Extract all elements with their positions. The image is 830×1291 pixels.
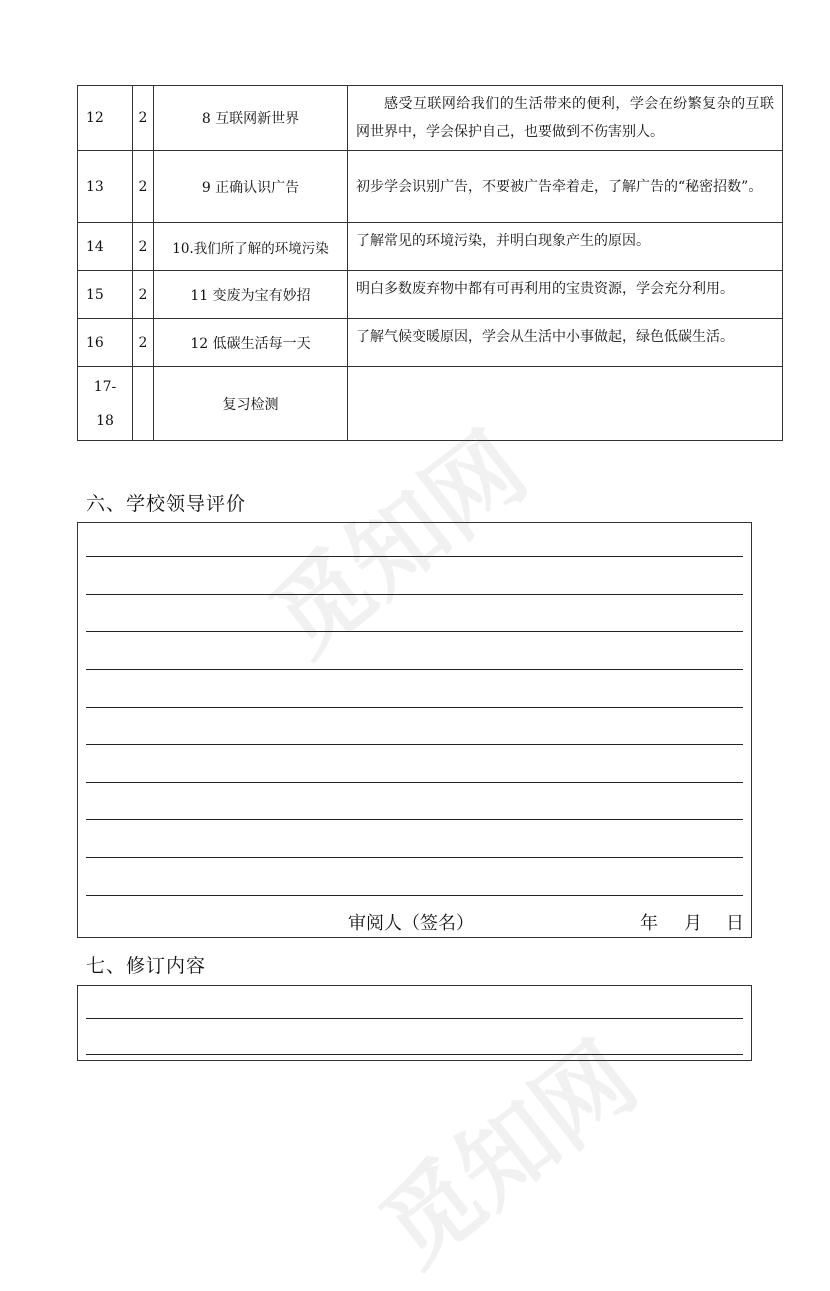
writing-line <box>86 631 743 632</box>
table-row <box>78 86 783 151</box>
goal-text: 感受互联网给我们的生活带来的便利，学会在纷繁复杂的互联网世界中，学会保护自己，也要做到不伤害别人。 <box>356 96 774 140</box>
week-cell: 14 <box>78 223 133 271</box>
hours-cell: 2 <box>133 223 154 271</box>
lesson-cell: 复习检测 <box>154 367 348 441</box>
writing-line <box>86 1054 743 1055</box>
hours-cell: 2 <box>133 86 154 151</box>
writing-line <box>86 1018 743 1019</box>
lesson-cell: 9 正确认识广告 <box>154 151 348 223</box>
hours-cell <box>133 367 154 441</box>
week-cell: 12 <box>78 86 133 151</box>
table-row <box>78 223 783 271</box>
week-cell: 13 <box>78 151 133 223</box>
writing-line <box>86 594 743 595</box>
writing-line <box>86 857 743 858</box>
reviewer-signature-label: 审阅人（签名） <box>348 913 474 934</box>
week-cell <box>78 367 133 441</box>
date-month-label: 月 <box>684 913 702 934</box>
goal-cell <box>348 367 783 441</box>
lesson-cell: 10.我们所了解的环境污染 <box>154 223 348 271</box>
writing-line <box>86 556 743 557</box>
week-range-end: 18 <box>96 412 114 429</box>
goal-cell: 初步学会识别广告，不要被广告牵着走，了解广告的“秘密招数”。 <box>348 151 783 223</box>
section-title-revision: 七、修订内容 <box>86 955 207 977</box>
revision-box <box>77 985 752 1061</box>
table-row <box>78 151 783 223</box>
lesson-cell: 11 变废为宝有妙招 <box>154 271 348 319</box>
date-year-label: 年 <box>640 913 658 934</box>
lesson-cell: 12 低碳生活每一天 <box>154 319 348 367</box>
date-day-label: 日 <box>726 913 744 934</box>
goal-cell <box>348 86 783 151</box>
week-cell: 15 <box>78 271 133 319</box>
lesson-cell: 8 互联网新世界 <box>154 86 348 151</box>
leader-review-box <box>77 522 752 938</box>
writing-line <box>86 819 743 820</box>
hours-cell: 2 <box>133 151 154 223</box>
writing-line <box>86 895 743 896</box>
goal-cell: 了解常见的环境污染，并明白现象产生的原因。 <box>348 223 783 271</box>
goal-cell: 明白多数废弃物中都有可再利用的宝贵资源，学会充分利用。 <box>348 271 783 319</box>
week-cell: 16 <box>78 319 133 367</box>
watermark: 觅知网 <box>250 411 547 678</box>
writing-line <box>86 669 743 670</box>
watermark-bottom: 觅知网 <box>360 1021 657 1288</box>
table-row <box>78 367 783 441</box>
section-title-leader-review: 六、学校领导评价 <box>86 493 247 515</box>
writing-line <box>86 707 743 708</box>
writing-line <box>86 744 743 745</box>
goal-cell: 了解气候变暖原因，学会从生活中小事做起，绿色低碳生活。 <box>348 319 783 367</box>
hours-cell: 2 <box>133 271 154 319</box>
table-row <box>78 271 783 319</box>
table-row <box>78 319 783 367</box>
hours-cell: 2 <box>133 319 154 367</box>
week-range-start: 17- <box>93 378 117 395</box>
teaching-plan-table <box>77 85 783 441</box>
writing-line <box>86 782 743 783</box>
